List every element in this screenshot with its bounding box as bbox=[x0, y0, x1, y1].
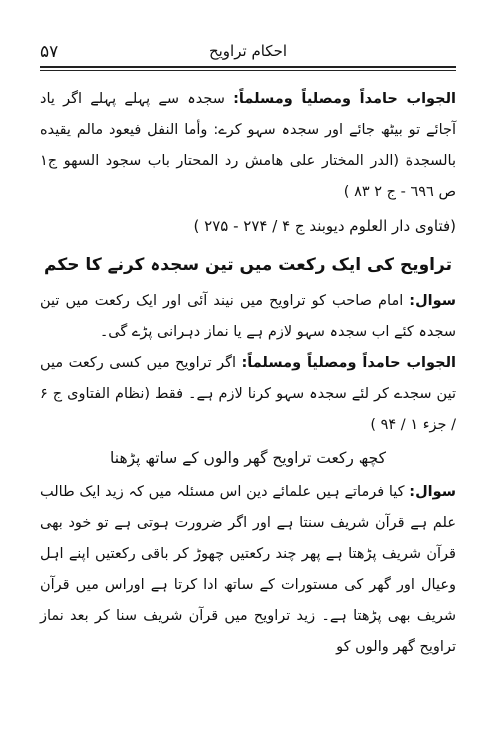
answer-label: الجواب حامداً ومصلیاً ومسلماً: bbox=[241, 355, 456, 371]
question-paragraph bbox=[40, 286, 456, 348]
answer-paragraph bbox=[40, 348, 456, 441]
answer-text: اگر تراویح میں کسی رکعت میں تین سجدے کر لئے سجدہ سہو کرنا لازم ہے۔ فقط (نظام الفتاوی ج ۶ / جزء ۱ / ۹۴ ) bbox=[40, 355, 456, 433]
question-text: کیا فرماتے ہیں علمائے دین اس مسئلہ میں کہ زید ایک طالب علم ہے قرآن شریف سنتا ہے اور اگر ضرورت ہوتی ہے تو خود بھی قرآن شریف پڑھتا ہے پھر چند رکعتیں چھوڑ کر باقی رکعتیں اپنے اہل وعیال اور گھر کی مستورات کے ساتھ ادا کرتا ہے اوراس میں قرآن شریف بھی پڑھتا ہے۔ زید تراویح میں قرآن شریف سنا کر بعد نماز تراویح گھر والوں کو bbox=[40, 484, 456, 655]
question-label: سوال: bbox=[409, 484, 456, 500]
fatwa-reference: (فتاوی دار العلوم دیوبند ج ۴ / ۲۷۴ - ۲۷۵ ) bbox=[193, 217, 456, 235]
running-title: احکام تراویح bbox=[208, 42, 288, 60]
question-label: سوال: bbox=[409, 293, 456, 309]
page-content bbox=[40, 84, 456, 732]
answer-text: سجدہ سے پہلے پہلے اگر یاد آجائے تو بیٹھ جائے اور سجدہ سہو کرے: bbox=[40, 91, 456, 138]
page-number: ۵۷ bbox=[40, 42, 59, 62]
page-header bbox=[40, 40, 456, 70]
header-rule bbox=[40, 66, 456, 71]
question-text: امام صاحب کو تراویح میں نیند آئی اور ایک رکعت میں تین سجدہ کئے اب سجدہ سہو لازم ہے یا نماز دہرانی پڑے گی۔ bbox=[40, 293, 456, 340]
section-heading: تراویح کی ایک رکعت میں تین سجدہ کرنے کا حکم bbox=[44, 255, 452, 275]
section-heading: کچھ رکعت تراویح گھر والوں کے ساتھ پڑھنا bbox=[110, 449, 386, 467]
answer-label: الجواب حامداً ومصلیاً ومسلماً: bbox=[233, 91, 456, 107]
question-paragraph bbox=[40, 477, 456, 663]
arabic-quote: وأما النفل فيعود مالم يقيده بالسجدة (الدر المختار على هامش رد المحتار باب سجود السهو ج١ ص ٦٩٦ - ج ٢ ٨٣ ) bbox=[40, 122, 456, 200]
answer-paragraph bbox=[40, 84, 456, 208]
